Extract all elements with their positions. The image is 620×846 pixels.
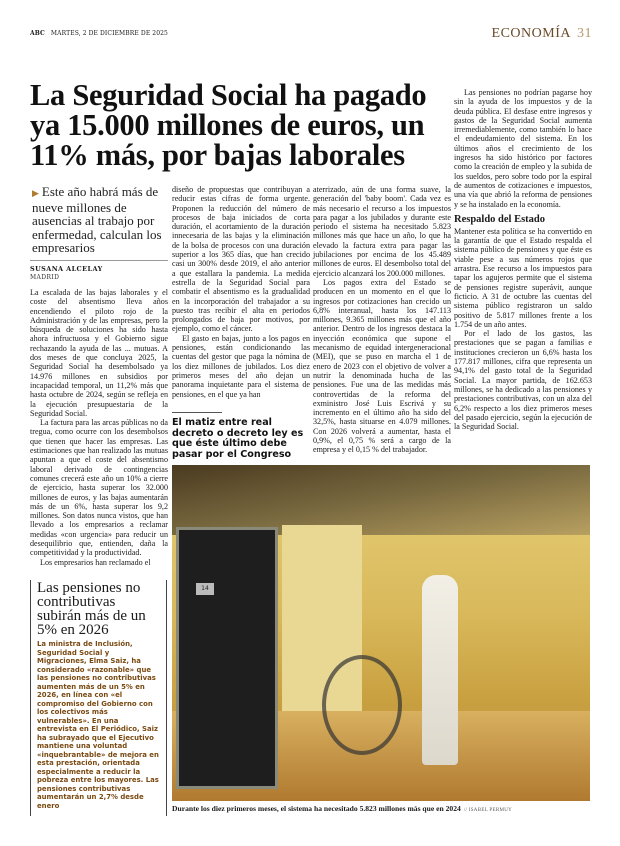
paragraph: La factura para las arcas públicas no da tregua, como ocurre con los desembolsos que tienen que hacer las empresas. Las estimaciones que han realizado las mutuas apuntan a que el coste del absentismo laboral derivado de contingencias comunes crecerá este año un 10% a cierre de ejercicio, hasta superar los 32.000 millones de euros, y las bajas aumentarán más de un 6%, hasta superar los 9,2 millones. Son datos nunca vistos, que han llevado a los empresarios a reclamar medidas «con urgencia» para reducir un desequilibrio que, entienden, daña la competitividad y la productividad. (30, 418, 168, 558)
article-column-2 (172, 185, 310, 399)
subheadline-text: Este año habrá más de nueve millones de ausencias al trabajo por enfermedad, calculan los empresarios (32, 184, 162, 255)
section-subheading: Respaldo del Estado (454, 213, 546, 225)
page-header-right (492, 26, 592, 42)
pull-quote: El matiz entre real decreto o decreto ley es que éste último debe pasar por el Congreso (172, 417, 304, 460)
headline: La Seguridad Social ha pagado ya 15.000 millones de euros, un 11% más, por bajas laborales (30, 78, 427, 172)
article-column-4 (454, 88, 592, 431)
wheelchair (322, 655, 402, 755)
page-header-left (30, 30, 168, 37)
page-number: 31 (577, 26, 592, 41)
paragraph: aterrizado, aún de una forma suave, la generación del 'baby boom'. Cada vez es más necesario el recurso a los impuestos para pagar a los jubilados y durante este periodo el sistema ha necesitado 5.823 millones más que hace un año, lo que ha elevado la factura extra para pagar las jubilaciones por encima de los 45.489 millones de euros. El desembolso total del ejercicio alcanzará los 200.000 millones. (313, 185, 451, 278)
paragraph: La escalada de las bajas laborales y el coste del absentismo lleva años encendiendo el piloto rojo de la Administración y de las empresas, pero la búsqueda de soluciones ha sido hasta ahora infructuosa y el Gobierno sigue rechazando la ayuda de las ... mutuas. A dos meses de que concluya 2025, la Seguridad Social ha desembolsado ya 14.976 millones en subsidios por incapacidad temporal, un 11,2% más que hasta octubre de 2024, según se refleja en la ejecución presupuestaria de la Seguridad Social. (30, 288, 168, 418)
byline-author: SUSANA ALCELAY (30, 265, 103, 273)
subheadline (32, 185, 172, 255)
caption-text: Durante los diez primeros meses, el sistema ha necesitado 5.823 millones más que en 2024 (172, 804, 461, 813)
paragraph: diseño de propuestas que contribuyan a reducir estas cifras de forma urgente. Proponen la reducción del número de procesos de baja iniciados de corta duración, el acortamiento de la duración innecesaria de las bajas y la eliminación de la bolsa de procesos con una duración superior a los 365 días, que han crecido casi un 300% desde 2019, el año anterior a que estallara la pandemia. La medida estrella de la Seguridad Social para combatir el absentismo es la gradualidad en la incorporación del trabajador a su puesto tras recibir el alta en periodos prolongados de baja por motivos, por ejemplo, como el cáncer. (172, 185, 310, 334)
sidebar-box (30, 580, 167, 816)
divider (30, 260, 168, 261)
paragraph: El gasto en bajas, junto a los pagos en pensiones, están condicionando las cuentas del gestor que paga la nómina de los diez millones de jubilados. Los diez primeros meses del año dejan un panorama inquietante para el sistema de pensiones, en el que ya han (172, 333, 310, 399)
paragraph: Por el lado de los gastos, las prestaciones que se pagan a familias e instituciones crecieron un 6,6% hasta los 177.817 millones, cifra que representa un 94,1% del gasto total de la Seguridad Social. La mayor partida, de 162.653 millones, se ha dedicado a las pensiones y prestaciones contributivas, con un alza del 6,2% respecto a los diez primeros meses del pasado ejercicio, según la ejecución de la Seguridad Social. (454, 329, 592, 432)
article-column-1 (30, 288, 168, 567)
photo-ceiling (172, 465, 590, 535)
paragraph: Mantener esta política se ha convertido en la garantía de que el Estado respalda el sistema público de pensiones y que éste es viable pese a sus números rojos que arrastra. Ese recurso a los impuestos para tapar los agujeros permite que el sistema de pensiones registre superávit, aunque ficticio. A 31 de octubre las cuentas del sistema público registraron un saldo positivo de 5.817 millones frente a los 1.754 de un año antes. (454, 226, 592, 329)
sidebar-body: La ministra de Inclusión, Seguridad Social y Migraciones, Elma Saiz, ha considerado «razonable» que las pensiones no contributivas aumenten más de un 5% en 2026, en línea con «el compromiso del Gobierno con los colectivos más vulnerables». En una entrevista en El Periódico, Saiz ha subrayado que el Ejecutivo mantiene una voluntad «inquebrantable» de mejora en esta prestación, orientada especialmente a reducir la pobreza entre los mayores. Las pensiones contributivas aumentarán un 2,7% desde enero (37, 640, 159, 810)
byline-place: MADRID (30, 274, 60, 281)
quote-divider (172, 412, 222, 413)
section-name: ECONOMÍA (491, 26, 571, 41)
photo-door (176, 527, 278, 789)
orderly-figure (422, 575, 458, 765)
triangle-bullet-icon: ▶ (32, 188, 39, 198)
hospital-corridor-photo (172, 465, 590, 801)
issue-date: MARTES, 2 DE DICIEMBRE DE 2025 (50, 30, 168, 37)
paragraph: Las pensiones no podrían pagarse hoy sin la ayuda de los impuestos y de la deuda pública. El desfase entre ingresos y gastos de la Seguridad Social aumenta irremediablemente, como también lo hace el endeudamiento del sistema. En los últimos años el crecimiento de los ingresos ha sido histórico por factores como la creación de empleo y la subida de los sueldos, pero sobre todo por la espiral de aumentos de cotizaciones e impuestos, una vía que abrió la reforma de pensiones y se ha instalado en la economía. (454, 88, 592, 209)
paragraph: Los empresarios han reclamado el (40, 557, 151, 567)
sidebar-title: Las pensiones no contributivas subirán más de un 5% en 2026 (37, 580, 146, 638)
brand-name: ABC (30, 30, 45, 37)
paragraph: Los pagos extra del Estado se producen en un momento en el que lo ingresos por cotizaciones han crecido un 6,8% interanual, hasta los 147.113 millones, 9.365 millones más que el año anterior. Dentro de los ingresos destaca la inyección económica que supone el mecanismo de equidad intergeneracional (MEI), que se puso en marcha el 1 de enero de 2023 con el objetivo de volver a nutrir la denominada hucha de las pensiones. Fue una de las medidas más controvertidas de la reforma del exministro José Luis Escrivá y su incremento en el último año ha sido del 32,5%, hasta situarse en 4.079 millones. Con 2026 volverá a aumentar, hasta el 0,9%, el 0,75 % será a cargo de la empresa y el 0,15 % del trabajador. (313, 277, 451, 455)
door-number-sign: 14 (196, 583, 214, 595)
photo-caption (172, 804, 512, 813)
photo-credit: // ISABEL PERMUY (463, 808, 513, 813)
article-column-3 (313, 185, 451, 455)
